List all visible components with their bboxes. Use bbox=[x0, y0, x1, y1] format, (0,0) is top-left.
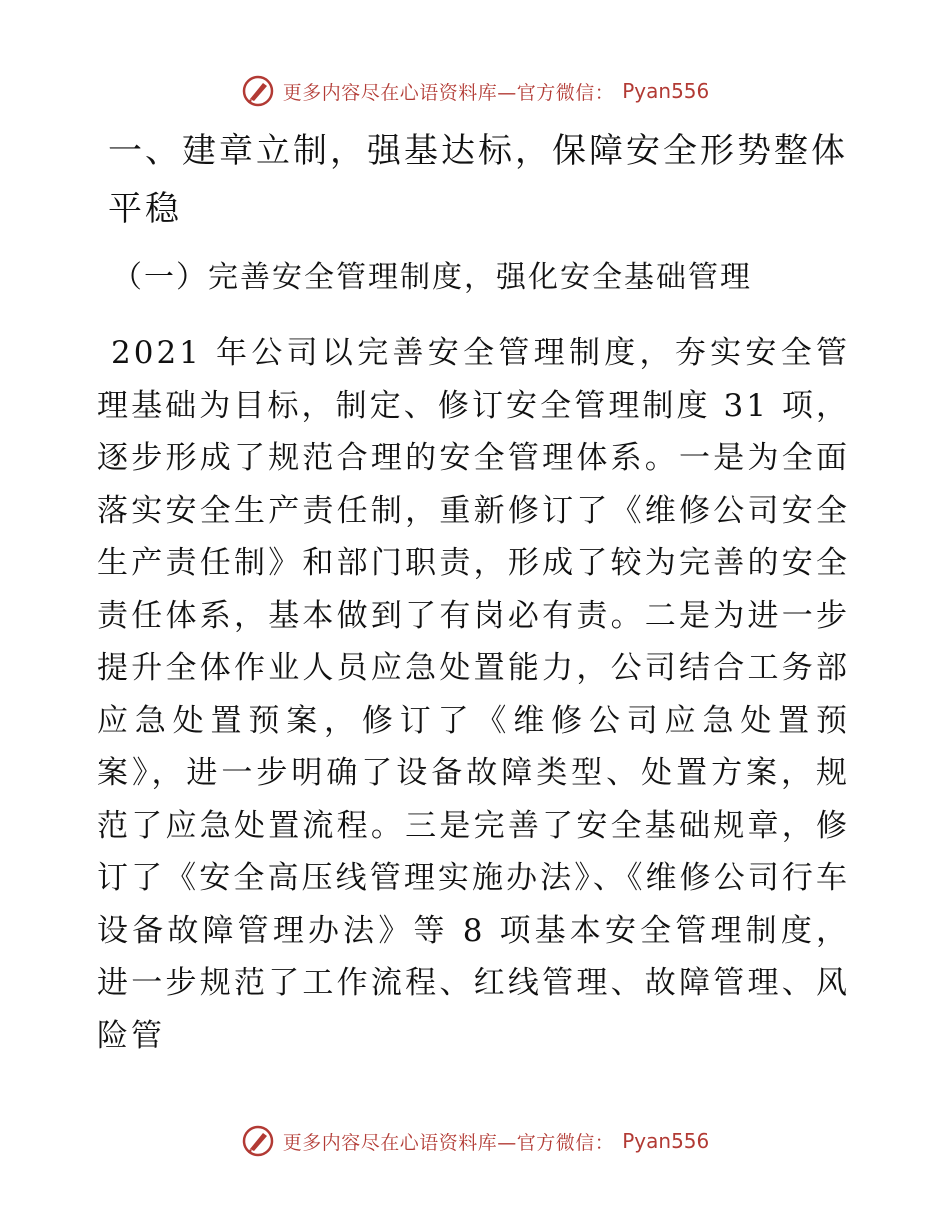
watermark-handle: Pyan556 bbox=[622, 1129, 710, 1153]
watermark-footer bbox=[0, 1121, 950, 1161]
section-heading: 一、建章立制，强基达标，保障安全形势整体平稳 bbox=[108, 131, 848, 229]
subsection-heading: （一）完善安全管理制度，强化安全基础管理 bbox=[112, 260, 752, 295]
watermark-text: 更多内容尽在心语资料库—官方微信： bbox=[282, 81, 615, 104]
watermark-handle: Pyan556 bbox=[622, 79, 710, 103]
watermark-text: 更多内容尽在心语资料库—官方微信： bbox=[282, 1131, 615, 1154]
pen-circle-logo-icon bbox=[241, 74, 275, 108]
body-paragraph: 2021 年公司以完善安全管理制度，夯实安全管理基础为目标，制定、修订安全管理制度 31 项，逐步形成了规范合理的安全管理体系。一是为全面落实安全生产责任制，重新修订了《维修公司安全生产责任制》和部门职责，形成了较为完善的安全责任体系，基本做到了有岗必有责。二是为进一步提升全体作业人员应急处置能力，公司结合工务部应急处置预案，修订了《维修公司应急处置预案》，进一步明确了设备故障类型、处置方案，规范了应急处置流程。三是完善了安全基础规章，修订了《安全高压线管理实施办法》、《维修公司行车设备故障管理办法》等 8 项基本安全管理制度，进一步规范了工作流程、红线管理、故障管理、风险管 bbox=[97, 335, 850, 1054]
watermark-header bbox=[0, 71, 950, 111]
pen-circle-logo-icon bbox=[241, 1124, 275, 1158]
